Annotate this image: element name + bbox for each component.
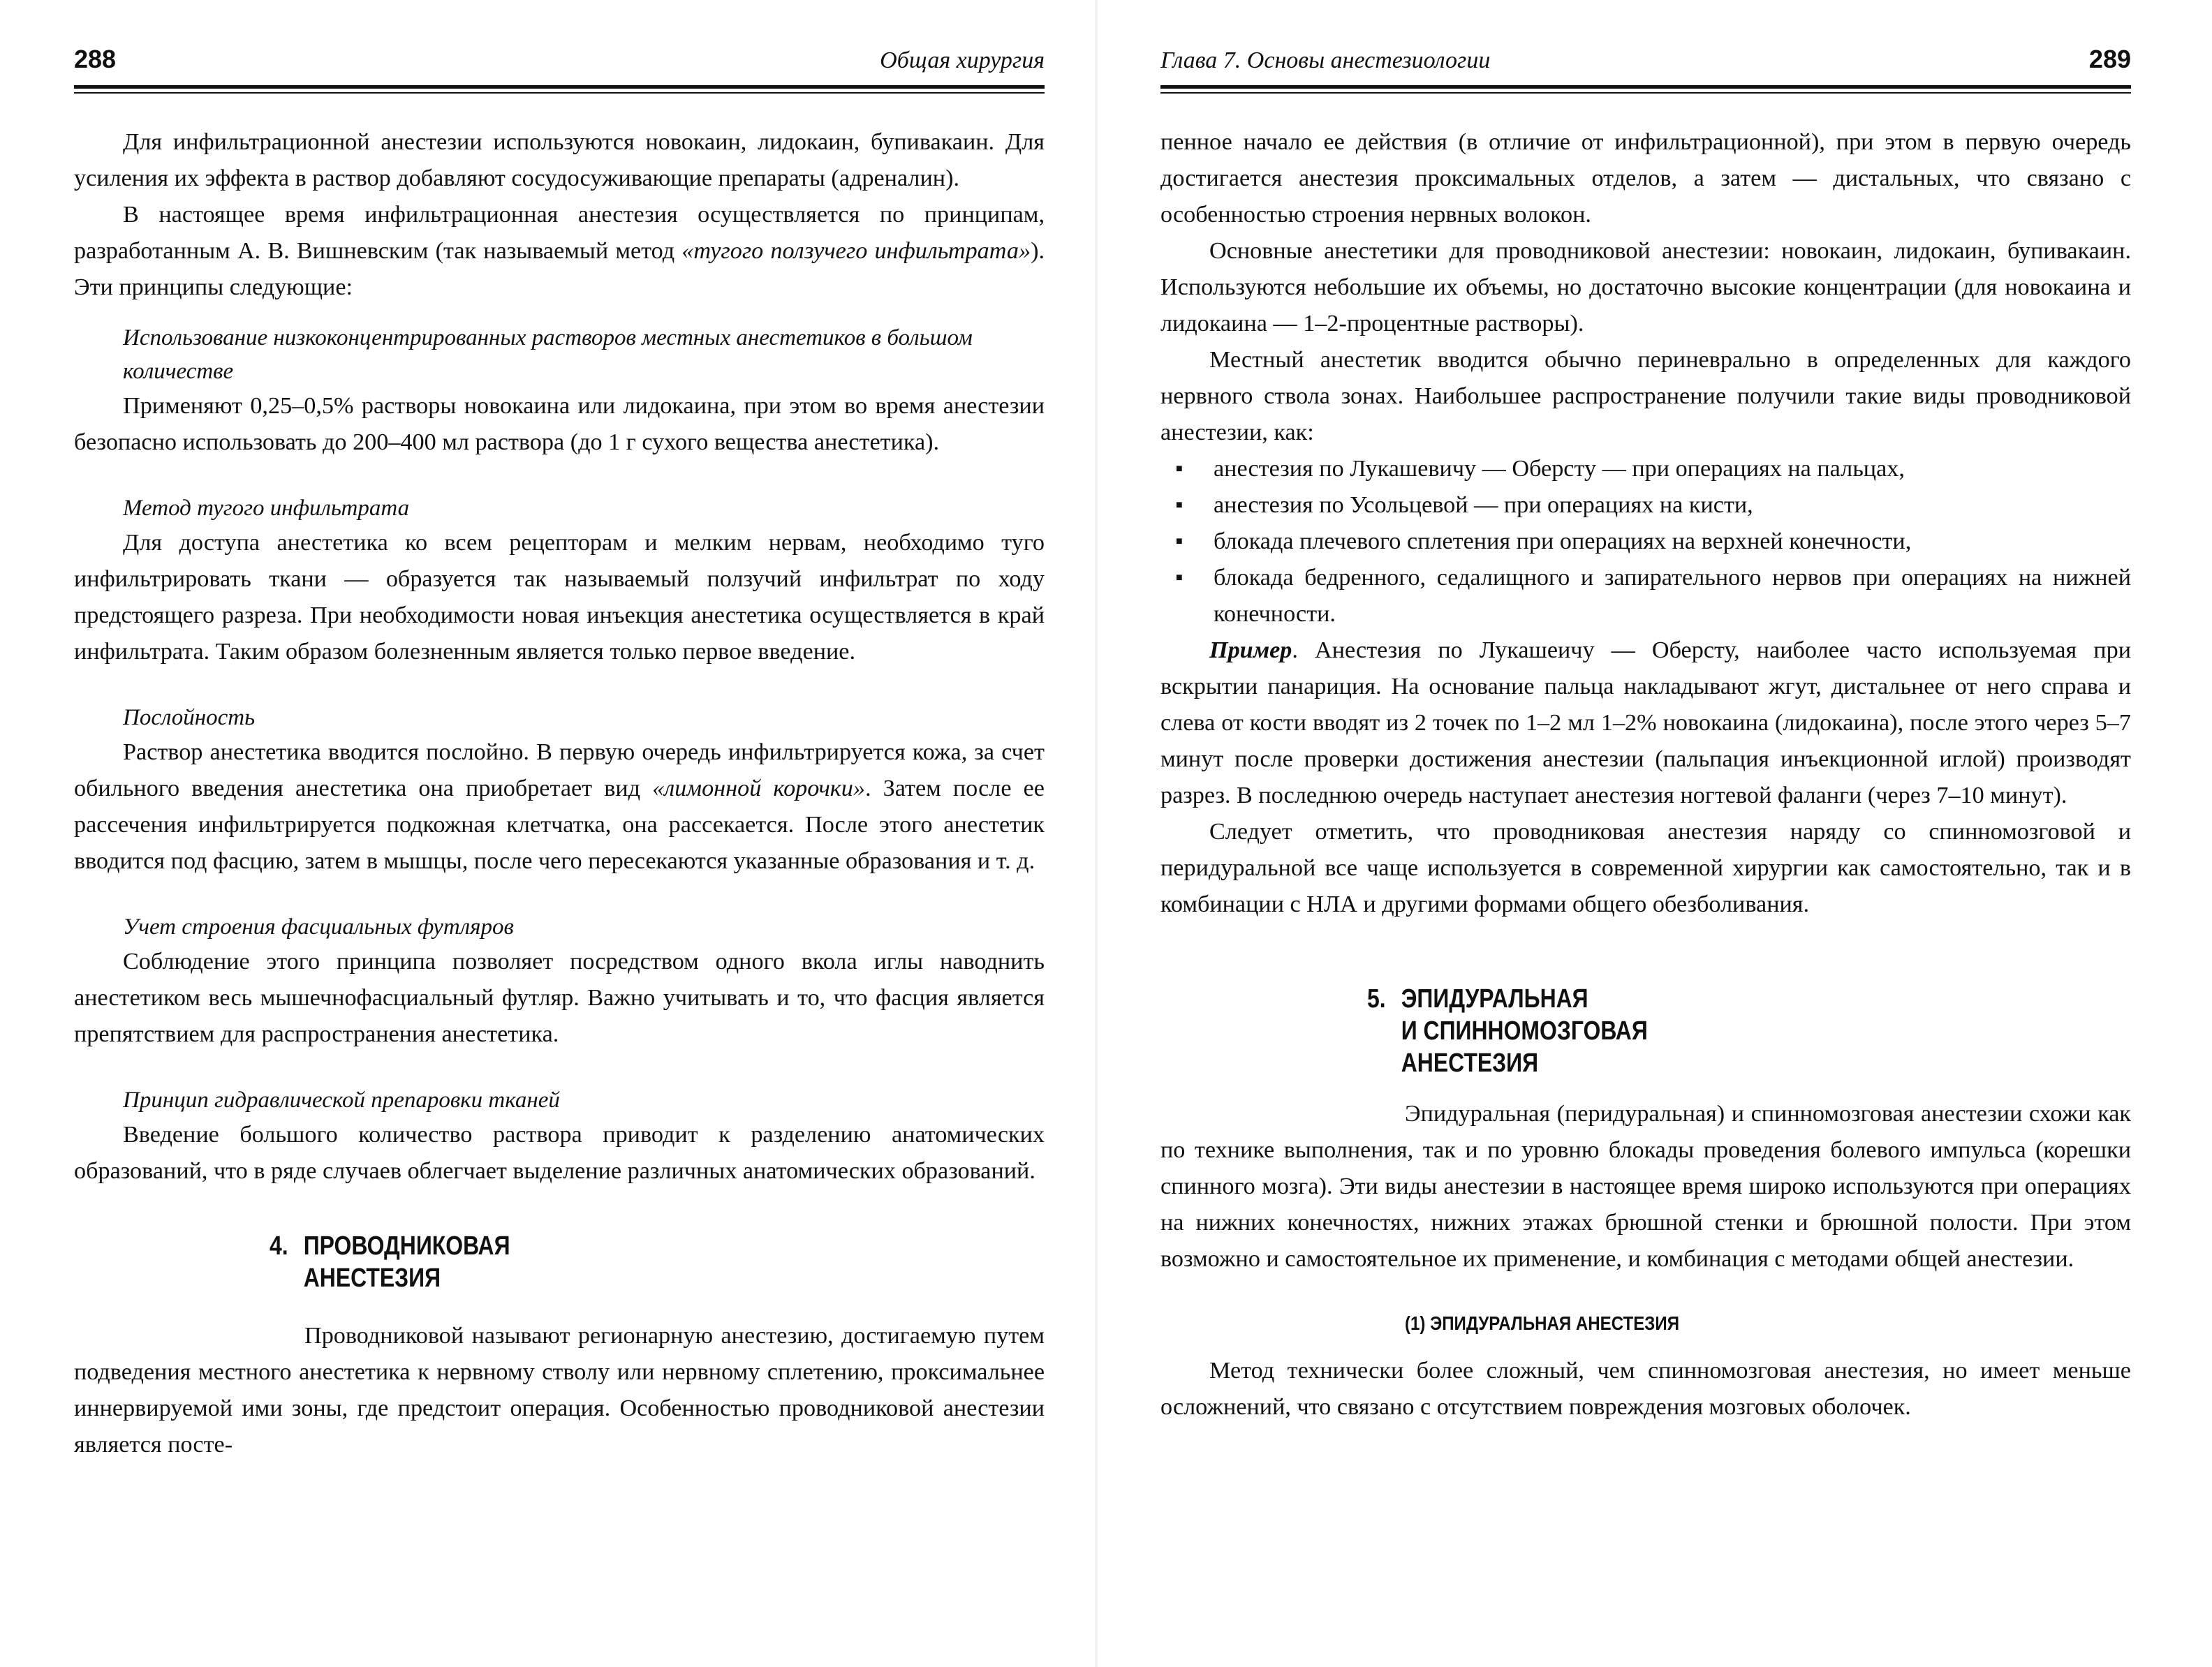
page-number: 288 xyxy=(74,45,117,73)
subsection-heading: (1) ЭПИДУРАЛЬНАЯ АНЕСТЕЗИЯ xyxy=(1405,1312,1680,1334)
page-number: 289 xyxy=(2088,45,2131,73)
paragraph-text: . Затем после ее рассечения инфильтрируется подкожная клетчатка, она рассекается. После этого анестетик вводится под фасцию, затем в мышцы, после чего пересекаются указанные образования и т. д. xyxy=(74,776,1045,874)
paragraph: Для инфильтрационной анестезии используются новокаин, лидокаин, бупивакаин. Для усиления их эффекта в раствор добавляют сосудосуживающие препараты (адреналин). xyxy=(74,129,1045,191)
paragraph xyxy=(74,197,1045,306)
list-item: ■ анестезия по Усольцевой — при операциях на кисти, xyxy=(1160,487,2131,524)
section-title-line: ПРОВОДНИКОВАЯ xyxy=(303,1231,510,1261)
list-item: ■ анестезия по Лукашевичу — Оберсту — при операциях на пальцах, xyxy=(1160,451,2131,487)
list-item: ■ блокада плечевого сплетения при операциях на верхней конечности, xyxy=(1160,524,2131,560)
paragraph-text: . Анестезия по Лукашеичу — Оберсту, наиболее часто используемая при вскрытии панариция. На основание пальца накладывают жгут, дистальнее от него справа и слева от кости вводят из 2 точек по 1–2 мл 1–2% новокаина (лидокаина), после этого через 5–7 минут после проверки достижения анестезии (пальпация инъекционной иглой) производят разрез. В последнюю очередь наступает анестезия ногтевой фаланги (через 7–10 минут). xyxy=(1160,637,2131,808)
book-gutter xyxy=(1095,0,1098,1667)
list-item: ■ блокада бедренного, седалищного и запирательного нервов при операциях на нижней конечности. xyxy=(1160,560,2131,632)
paragraph xyxy=(74,734,1045,880)
right-page xyxy=(1160,0,2131,1667)
paragraph: Для доступа анестетика ко всем рецепторам и мелким нервам, необходимо туго инфильтрировать ткани — образуется так называемый ползучий инфильтрат по ходу предстоящего разреза. При необходимости новая инъекция анестетика осуществляется в край инфильтрата. Таким образом болезненным является только первое введение. xyxy=(74,530,1045,665)
left-page-body xyxy=(74,124,1045,1463)
paragraph xyxy=(1160,632,2131,814)
section-number: 5. xyxy=(1367,984,1386,1014)
left-page-header xyxy=(74,45,1045,81)
paragraph-text: Раствор анестетика вводится послойно. В первую очередь инфильтрируется кожа, за счет обильного введения анестетика она приобретает вид xyxy=(74,739,1045,801)
section-title-line: И СПИННОМОЗГОВАЯ xyxy=(1401,1016,1648,1046)
section-title-line: ЭПИДУРАЛЬНАЯ xyxy=(1401,984,1588,1014)
section-number: 4. xyxy=(270,1231,288,1261)
principle-heading: Послойность xyxy=(123,705,256,730)
paragraph: Основные анестетики для проводниковой анестезии: новокаин, лидокаин, бупивакаин. Используются небольшие их объемы, но достаточно высокие концентрации (для новокаина и лидокаина — 1–2-процентные растворы). xyxy=(1160,238,2131,336)
header-rule xyxy=(74,85,1045,94)
emphasis-text: «лимонной корочки» xyxy=(652,776,865,801)
paragraph: Следует отметить, что проводниковая анестезия наряду со спинномозговой и перидуральной все чаще используется в современной хирургии как самостоятельно, так и в комбинации с НЛА и другими формами общего обезболивания. xyxy=(1160,819,2131,917)
paragraph: пенное начало ее действия (в отличие от инфильтрационной), при этом в первую очередь достигается анестезия проксимальных отделов, а затем — дистальных, что связано с особенностью строения нервных волокон. xyxy=(1160,129,2131,228)
principle-heading: Принцип гидравлической препаровки тканей xyxy=(123,1088,560,1113)
example-lead: Пример xyxy=(1209,637,1292,663)
paragraph: Применяют 0,25–0,5% растворы новокаина или лидокаина, при этом во время анестезии безопасно использовать до 200–400 мл раствора (до 1 г сухого вещества анестетика). xyxy=(74,393,1045,455)
principle-heading: Метод тугого инфильтрата xyxy=(123,496,410,521)
section-heading xyxy=(270,1230,920,1294)
running-title: Глава 7. Основы анестезиологии xyxy=(1160,47,1491,73)
section-heading xyxy=(1367,983,2009,1079)
paragraph: Эпидуральная (перидуральная) и спинномозговая анестезии схожи как по технике выполнения, так и по уровню блокады проведения болевого импульса (корешки спинного мозга). Эти виды анестезии в настоящее время широко используются при операциях на нижних конечностях, нижних этажах брюшной стенки и брюшной полости. При этом возможно и самостоятельное их применение, и комбинация с методами общей анестезии. xyxy=(1160,1101,2131,1272)
left-page xyxy=(74,0,1045,1667)
principle-heading: Учет строения фасциальных футляров xyxy=(123,914,514,940)
section-title-line: АНЕСТЕЗИЯ xyxy=(1401,1049,1539,1078)
bullet-list xyxy=(1160,451,2131,632)
paragraph: Местный анестетик вводится обычно периневрально в определенных для каждого нервного ствола зонах. Наибольшее распространение получили такие виды проводниковой анестезии, как: xyxy=(1160,347,2131,445)
header-rule xyxy=(1160,85,2131,94)
paragraph-text: В настоящее время инфильтрационная анестезия осуществляется по принципам, разработанным А. В. Вишневским (так называемый метод xyxy=(74,202,1045,264)
emphasis-text: «тугого ползучего инфильтрата» xyxy=(681,238,1031,264)
paragraph-text: ). Эти принципы следующие: xyxy=(74,238,1045,300)
running-title: Общая хирургия xyxy=(880,47,1045,73)
section-title-line: АНЕСТЕЗИЯ xyxy=(303,1264,441,1293)
paragraph: Введение большого количество раствора приводит к разделению анатомических образований, что в ряде случаев облегчает выделение различных анатомических образований. xyxy=(74,1122,1045,1184)
principle-heading: Использование низкоконцентрированных растворов местных анестетиков в большом количестве xyxy=(123,325,973,384)
paragraph: Соблюдение этого принципа позволяет посредством одного вкола иглы наводнить анестетиком весь мышечнофасциальный футляр. Важно учитывать и то, что фасция является препятствием для распространения анестетика. xyxy=(74,949,1045,1047)
paragraph: Метод технически более сложный, чем спинномозговая анестезия, но имеет меньше осложнений, что связано с отсутствием повреждения мозговых оболочек. xyxy=(1160,1358,2131,1420)
right-page-header xyxy=(1160,45,2131,81)
right-page-body xyxy=(1160,124,2131,1425)
paragraph: Проводниковой называют регионарную анестезию, достигаемую путем подведения местного анестетика к нервному стволу или нервному сплетению, проксимальнее иннервируемой ими зоны, где предстоит операция. Особенностью проводниковой анестезии является посте- xyxy=(74,1323,1045,1458)
